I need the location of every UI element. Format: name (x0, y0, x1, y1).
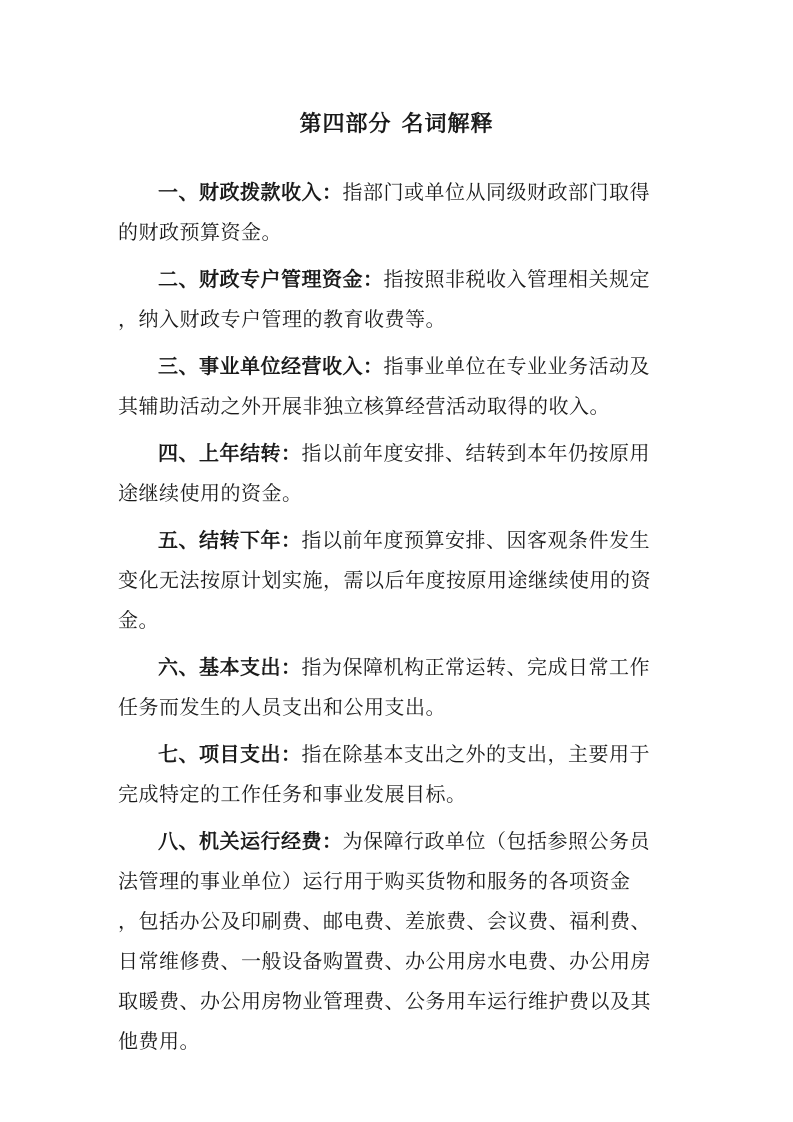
definition-text: ，纳入财政专户管理的教育收费等。 (118, 307, 446, 331)
definitions-body (118, 172, 680, 1061)
definition-text: 他费用。 (118, 1029, 200, 1053)
definition-term: 五、结转下年： (158, 528, 302, 552)
definition-paragraph (118, 734, 680, 814)
definition-term: 七、项目支出： (158, 742, 302, 766)
title-part: 第四部分 (299, 112, 392, 137)
definition-text: 的财政预算资金。 (118, 220, 282, 244)
definition-term: 六、基本支出： (158, 655, 302, 679)
definition-paragraph (118, 433, 680, 513)
definition-text: 指在除基本支出之外的支出，主要用于 (301, 742, 650, 766)
definition-text: 取暖费、办公用房物业管理费、公务用车运行维护费以及其 (118, 989, 651, 1013)
definition-text: 完成特定的工作任务和事业发展目标。 (118, 782, 467, 806)
definition-text: 指事业单位在专业业务活动及 (383, 354, 650, 378)
definition-text: 指为保障机构正常运转、完成日常工作 (301, 655, 650, 679)
definition-term: 二、财政专户管理资金： (158, 267, 384, 291)
definition-term: 四、上年结转： (158, 441, 302, 465)
definition-text: ，包括办公及印刷费、邮电费、差旅费、会议费、福利费、 (118, 909, 651, 933)
definition-text: 为保障行政单位（包括参照公务员 (342, 829, 650, 853)
definition-paragraph (118, 520, 680, 640)
page-title (0, 108, 793, 142)
definition-text: 指以前年度预算安排、因客观条件发生 (301, 528, 650, 552)
definition-text: 日常维修费、一般设备购置费、办公用房水电费、办公用房 (118, 949, 651, 973)
definition-text: 金。 (118, 608, 159, 632)
definition-text: 指部门或单位从同级财政部门取得 (342, 180, 650, 204)
definition-text: 途继续使用的资金。 (118, 481, 303, 505)
definition-paragraph (118, 821, 680, 1061)
definition-term: 三、事业单位经营收入： (158, 354, 384, 378)
definition-text: 法管理的事业单位）运行用于购买货物和服务的各项资金 (118, 869, 631, 893)
definition-paragraph (118, 172, 680, 252)
definition-text: 变化无法按原计划实施，需以后年度按原用途继续使用的资 (118, 568, 651, 592)
definition-paragraph (118, 346, 680, 426)
definition-term: 一、财政拨款收入： (158, 180, 343, 204)
definition-paragraph (118, 259, 680, 339)
definition-term: 八、机关运行经费： (158, 829, 343, 853)
title-main: 名词解释 (401, 112, 494, 137)
definition-text: 其辅助活动之外开展非独立核算经营活动取得的收入。 (118, 394, 610, 418)
definition-paragraph (118, 647, 680, 727)
definition-text: 指以前年度安排、结转到本年仍按原用 (301, 441, 650, 465)
definition-text: 指按照非税收入管理相关规定 (383, 267, 650, 291)
definition-text: 任务而发生的人员支出和公用支出。 (118, 695, 446, 719)
